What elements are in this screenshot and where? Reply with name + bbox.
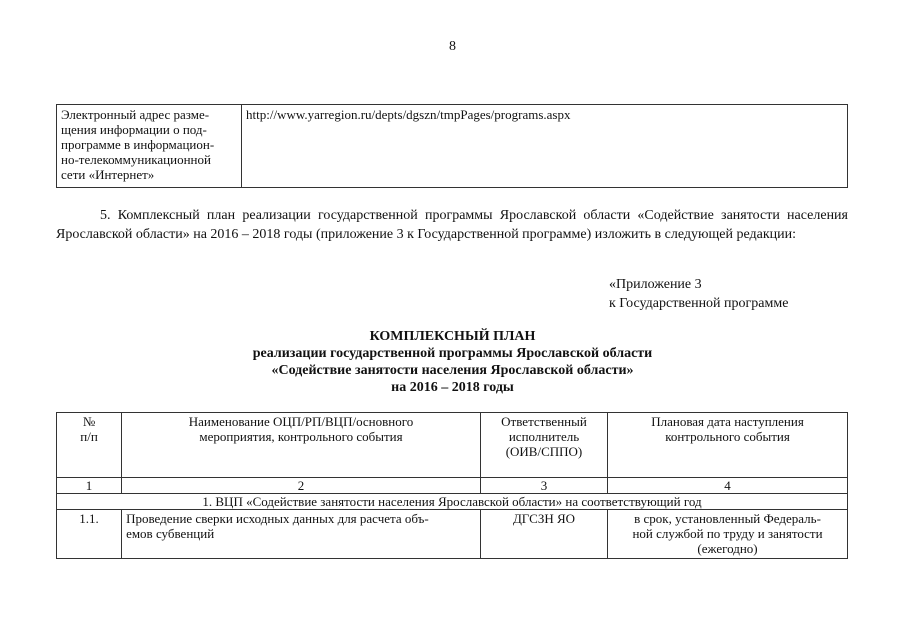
info-label-line: Электронный адрес разме-: [61, 107, 210, 122]
plan-table: [56, 412, 848, 559]
plan-title-line: реализации государственной программы Ярославской области: [252, 346, 653, 361]
row-number: 1.1.: [57, 510, 122, 559]
header-cell-date: [608, 413, 848, 478]
header-line: контрольного события: [665, 429, 790, 444]
appendix-line: к Государственной программе: [609, 296, 789, 311]
column-number: 3: [480, 478, 607, 494]
date-line: (ежегодно): [697, 541, 758, 556]
date-line: ной службой по труду и занятости: [632, 526, 823, 541]
date-line: в срок, установленный Федераль-: [634, 511, 821, 526]
header-line: №: [82, 414, 96, 429]
header-line: исполнитель: [508, 429, 580, 444]
column-number: 4: [608, 478, 848, 494]
event-name-line: емов субвенций: [126, 526, 215, 541]
header-line: (ОИВ/СППО): [505, 444, 583, 459]
section-row: [57, 494, 848, 510]
row-executor: ДГСЗН ЯО: [480, 510, 607, 559]
column-number: 1: [57, 478, 122, 494]
row-date: [608, 510, 848, 559]
header-line: Плановая дата наступления: [651, 414, 804, 429]
header-line: п/п: [80, 429, 98, 444]
column-number-row: [57, 478, 848, 494]
info-table: [56, 104, 848, 188]
event-name-line: Проведение сверки исходных данных для расчета объ-: [126, 511, 429, 526]
header-cell-executor: [480, 413, 607, 478]
table-row: [57, 510, 848, 559]
header-line: Наименование ОЦП/РП/ВЦП/основного: [188, 414, 414, 429]
info-label-line: сети «Интернет»: [61, 167, 155, 182]
plan-title-line: КОМПЛЕКСНЫЙ ПЛАН: [369, 329, 536, 344]
info-label-cell: [57, 105, 242, 188]
info-value-cell: [242, 105, 848, 188]
section-title: 1. ВЦП «Содействие занятости населения Ярославской области» на соответствующий год: [57, 494, 848, 510]
info-label-line: программе в информацион-: [61, 137, 215, 152]
header-line: мероприятия, контрольного события: [199, 429, 403, 444]
header-cell-num: [57, 413, 122, 478]
header-line: Ответственный: [501, 414, 587, 429]
plan-title-line: «Содействие занятости населения Ярославской области»: [271, 363, 634, 378]
info-label-line: щения информации о под-: [61, 122, 207, 137]
paragraph-item-5: 5. Комплексный план реализации государственной программы Ярославской области «Содействие занятости населения Ярославской области» на 2016 – 2018 годы (приложение 3 к Государственной программе) изложить в следующей редакции:: [56, 208, 848, 242]
plan-title: [0, 328, 905, 396]
appendix-line: «Приложение 3: [609, 277, 702, 292]
info-label-line: но-телекоммуникационной: [61, 152, 211, 167]
column-number: 2: [122, 478, 481, 494]
plan-title-line: на 2016 – 2018 годы: [391, 380, 514, 395]
page-number: 8: [449, 39, 456, 54]
row-event-name: [122, 510, 481, 559]
program-url: http://www.yarregion.ru/depts/dgszn/tmpPages/programs.aspx: [246, 107, 571, 122]
header-cell-name: [122, 413, 481, 478]
info-table-row: [57, 105, 848, 188]
table-header-row: [57, 413, 848, 478]
appendix-note: [609, 275, 788, 313]
